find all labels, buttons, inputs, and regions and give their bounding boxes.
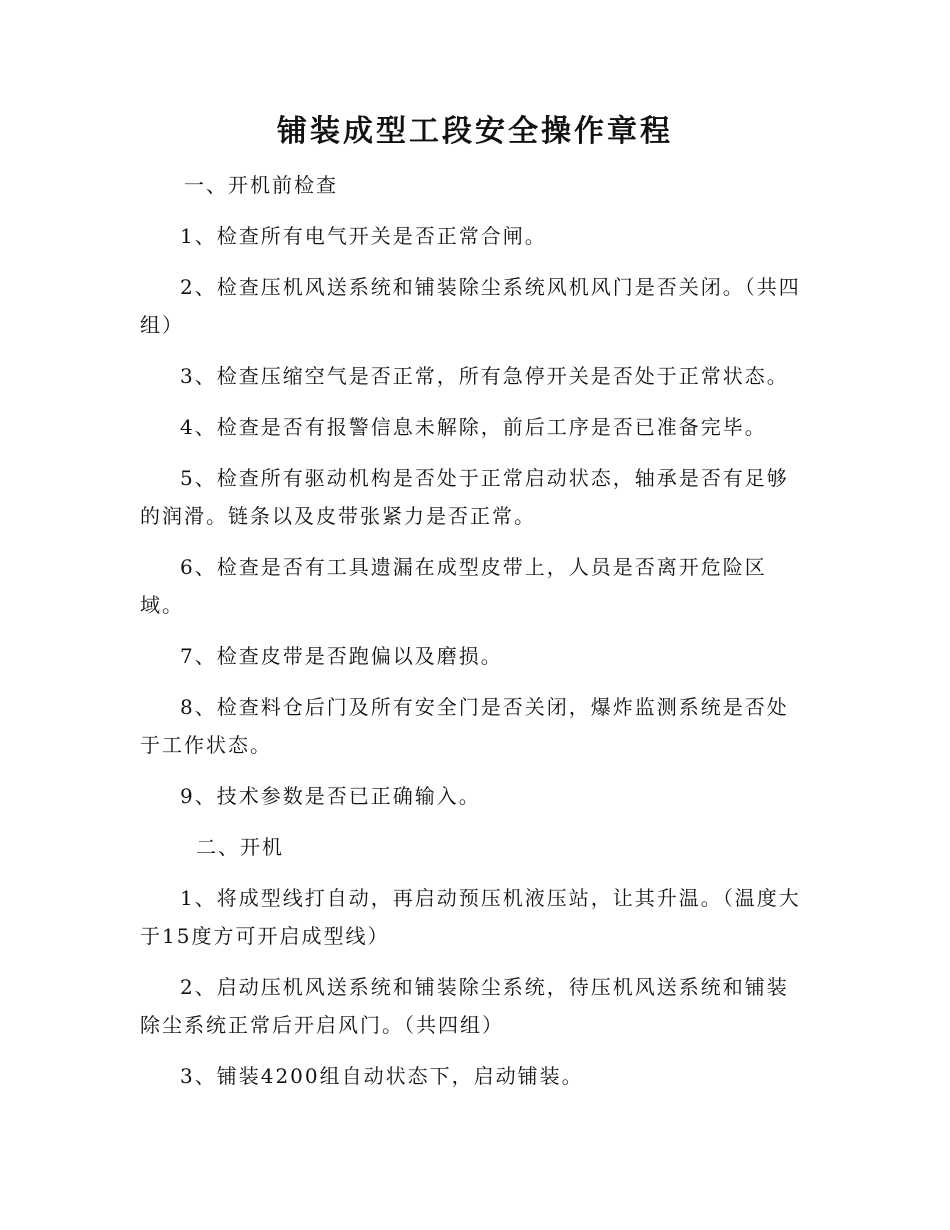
startup-item-3: 3、铺装4200组自动状态下，启动铺装。 [180, 1064, 584, 1088]
check-item-3: 3、检查压缩空气是否正常，所有急停开关是否处于正常状态。 [180, 364, 789, 388]
section-heading-start-up: 二、开机 [196, 835, 284, 859]
startup-item-1: 1、将成型线打自动，再启动预压机液压站，让其升温。（温度大于15度方可开启成型线） [140, 886, 801, 948]
check-item-4: 4、检查是否有报警信息未解除，前后工序是否已准备完毕。 [180, 415, 767, 439]
document-title: 铺装成型工段安全操作章程 [277, 114, 673, 149]
check-item-6: 6、检查是否有工具遗漏在成型皮带上，人员是否离开危险区域。 [140, 555, 767, 617]
check-item-1: 1、检查所有电气开关是否正常合闸。 [180, 224, 547, 248]
document-body [140, 166, 808, 1108]
startup-item-2: 2、启动压机风送系统和铺装除尘系统，待压机风送系统和铺装除尘系统正常后开启风门。（共四组） [140, 975, 789, 1037]
check-item-5: 5、检查所有驱动机构是否处于正常启动状态，轴承是否有足够的润滑。链条以及皮带张紧力是否正常。 [140, 466, 789, 528]
section-heading-pre-start-check: 一、开机前检查 [184, 173, 338, 197]
check-item-7: 7、检查皮带是否跑偏以及磨损。 [180, 644, 503, 668]
check-item-8: 8、检查料仓后门及所有安全门是否关闭，爆炸监测系统是否处于工作状态。 [140, 695, 789, 757]
check-item-2: 2、检查压机风送系统和铺装除尘系统风机风门是否关闭。（共四组） [140, 275, 801, 337]
check-item-9: 9、技术参数是否已正确输入。 [180, 784, 481, 808]
